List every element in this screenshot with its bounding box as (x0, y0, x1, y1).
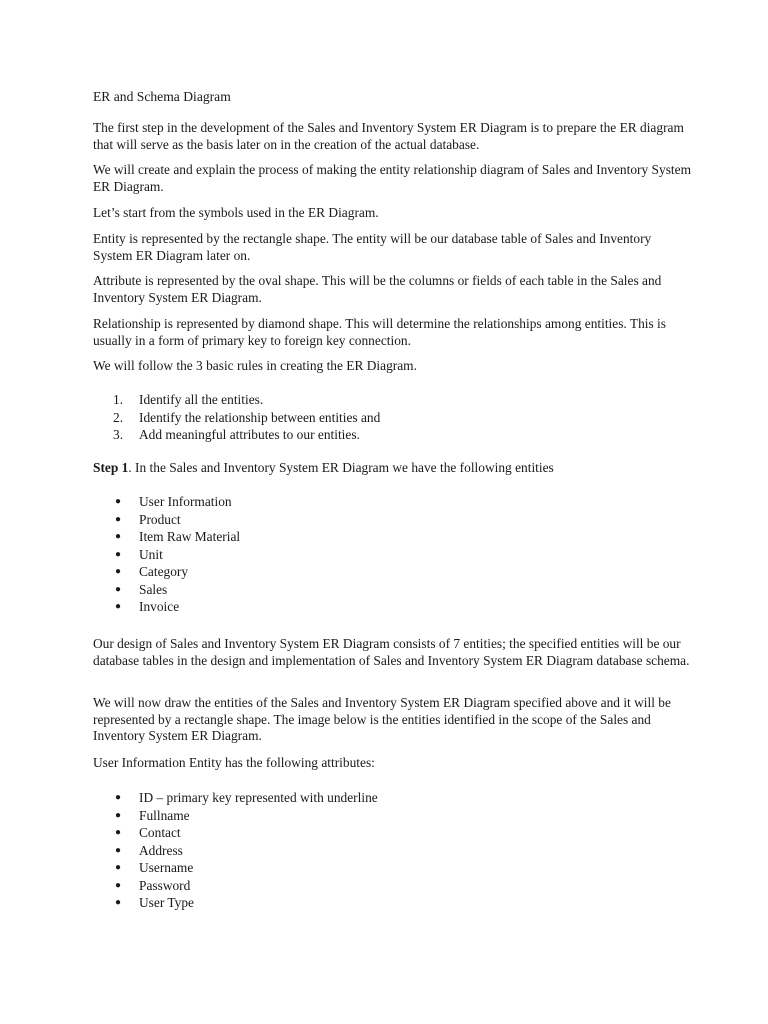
attributes-list (93, 789, 693, 912)
list-item-text: Contact (139, 825, 181, 840)
bullet-icon: ● (115, 879, 122, 891)
paragraph-relationship: Relationship is represented by diamond shape. This will determine the relationships among entities. This is usually in a form of primary key to foreign key connection. (93, 316, 666, 348)
paragraph-intro: The first step in the development of the Sales and Inventory System ER Diagram is to prepare the ER diagram that will serve as the basis later on in the creation of the actual database. (93, 120, 684, 152)
list-number: 3. (113, 427, 124, 442)
list-item-text: Sales (139, 581, 168, 597)
bullet-icon: ● (115, 792, 122, 803)
list-number: 1. (113, 392, 124, 407)
paragraph-entity: Entity is represented by the rectangle shape. The entity will be our database table of Sales and Inventory System ER Diagram later on. (93, 231, 652, 263)
paragraph-rules-intro: We will follow the 3 basic rules in creating the ER Diagram. (93, 358, 417, 373)
bullet-icon: ● (115, 566, 122, 577)
list-item-text: Product (139, 511, 181, 527)
list-item-text: User Type (139, 895, 194, 910)
list-item-text: Address (139, 842, 183, 858)
bullet-icon: ● (115, 844, 122, 856)
list-item (93, 842, 693, 860)
paragraph-design: Our design of Sales and Inventory System ER Diagram consists of 7 entities; the specified entities will be our database tables in the design and implementation of Sales and Inventory System ER Diagram database schema. (93, 636, 690, 668)
list-item-text: Identify the relationship between entities and (139, 409, 381, 425)
bullet-icon: ● (115, 583, 122, 595)
list-item (93, 546, 693, 564)
bullet-icon: ● (115, 809, 122, 821)
list-item (93, 789, 693, 807)
list-item-text: Fullname (139, 807, 190, 823)
list-item-text: Unit (139, 546, 163, 562)
list-item-text: User Information (139, 494, 232, 509)
paragraph-step1 (93, 460, 693, 477)
list-item-text: Username (139, 860, 194, 875)
paragraph-user-info: User Information Entity has the following attributes: (93, 755, 375, 770)
bullet-icon: ● (115, 513, 122, 525)
list-item (93, 877, 693, 895)
list-item (93, 894, 693, 912)
list-item-text: Category (139, 564, 189, 579)
bullet-icon: ● (115, 897, 122, 908)
paragraph-process: We will create and explain the process of making the entity relationship diagram of Sales and Inventory System ER Diagram. (93, 162, 691, 194)
list-item (93, 426, 693, 444)
list-number: 2. (113, 409, 124, 425)
list-item (93, 859, 693, 877)
paragraph-attribute: Attribute is represented by the oval shape. This will be the columns or fields of each table in the Sales and Inventory System ER Diagram. (93, 273, 662, 305)
list-item (93, 581, 693, 599)
list-item (93, 598, 693, 616)
list-item (93, 824, 693, 842)
step1-label: Step 1 (93, 460, 129, 475)
list-item (93, 563, 693, 581)
list-item (93, 511, 693, 529)
entities-list (93, 493, 693, 616)
step1-text: . In the Sales and Inventory System ER Diagram we have the following entities (128, 460, 554, 475)
bullet-icon: ● (115, 548, 122, 560)
list-item (93, 807, 693, 825)
list-item-text: Identify all the entities. (139, 392, 264, 407)
list-item-text: ID – primary key represented with underline (139, 790, 378, 805)
list-item-text: Invoice (139, 599, 180, 614)
list-item-text: Add meaningful attributes to our entities. (139, 427, 360, 442)
list-item-text: Password (139, 877, 191, 893)
list-item (93, 409, 693, 427)
list-item (93, 528, 693, 546)
bullet-icon: ● (115, 531, 122, 542)
bullet-icon: ● (115, 827, 122, 838)
list-item (93, 391, 693, 409)
list-item-text: Item Raw Material (139, 529, 241, 544)
document-title: ER and Schema Diagram (93, 89, 231, 104)
rules-list (93, 391, 693, 444)
paragraph-draw: We will now draw the entities of the Sales and Inventory System ER Diagram specified above and it will be represented by a rectangle shape. The image below is the entities identified in the scope of the Sales and Inventory System ER Diagram. (93, 695, 671, 743)
paragraph-symbols: Let’s start from the symbols used in the ER Diagram. (93, 205, 379, 220)
bullet-icon: ● (115, 496, 122, 507)
bullet-icon: ● (115, 601, 122, 612)
bullet-icon: ● (115, 862, 122, 873)
list-item (93, 493, 693, 511)
